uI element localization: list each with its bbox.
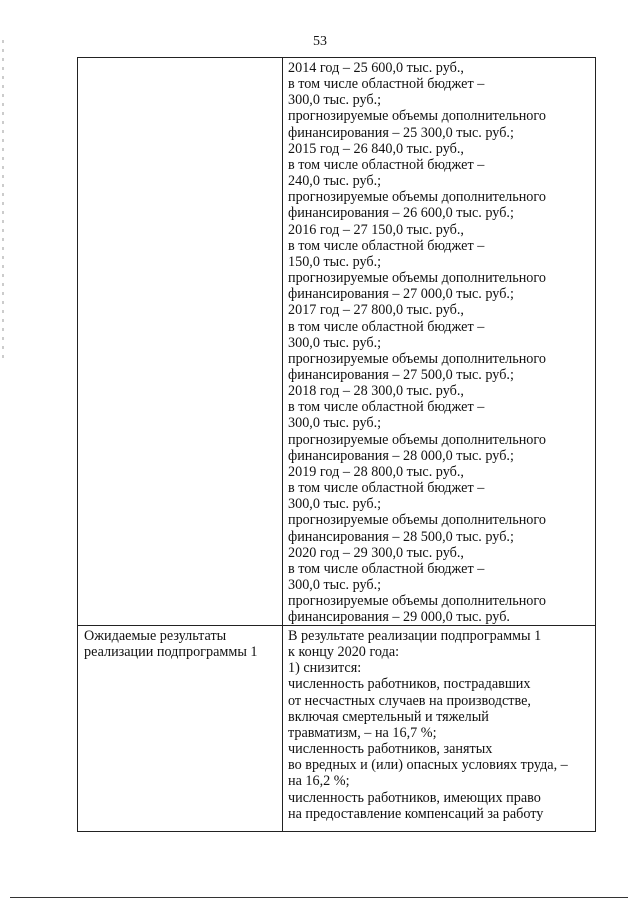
results-line: 1) снизится: (288, 660, 362, 677)
financing-line: в том числе областной бюджет – (288, 399, 485, 416)
financing-line: финансирования – 26 600,0 тыс. руб.; (288, 205, 514, 222)
financing-line: в том числе областной бюджет – (288, 480, 485, 497)
financing-line: в том числе областной бюджет – (288, 76, 485, 93)
results-line: на 16,2 %; (288, 773, 350, 790)
page-number: 53 (313, 34, 327, 49)
results-line: от несчастных случаев на производстве, (288, 692, 531, 709)
financing-line: в том числе областной бюджет – (288, 318, 485, 335)
results-heading-line: реализации подпрограммы 1 (84, 644, 258, 661)
financing-line: финансирования – 27 500,0 тыс. руб.; (288, 366, 514, 383)
financing-line: 300,0 тыс. руб.; (288, 334, 382, 351)
financing-line: 2014 год – 25 600,0 тыс. руб., (288, 60, 464, 76)
financing-line: 2019 год – 28 800,0 тыс. руб., (288, 463, 464, 480)
results-line: В результате реализации подпрограммы 1 (288, 628, 542, 644)
column-divider (282, 58, 283, 831)
financing-line: 2020 год – 29 300,0 тыс. руб., (288, 544, 464, 561)
results-line: включая смертельный и тяжелый (288, 708, 489, 725)
financing-line: прогнозируемые объемы дополнительного (288, 431, 546, 448)
results-line: к концу 2020 года: (288, 644, 400, 661)
footer-rule (10, 897, 628, 898)
financing-line: прогнозируемые объемы дополнительного (288, 108, 546, 125)
financing-line: прогнозируемые объемы дополнительного (288, 512, 546, 529)
results-line: численность работников, имеющих право (288, 789, 541, 806)
financing-line: 2015 год – 26 840,0 тыс. руб., (288, 140, 464, 157)
results-line: во вредных и (или) опасных условиях труда, – (288, 757, 568, 774)
results-line: на предоставление компенсаций за работу (288, 805, 544, 822)
financing-line: 150,0 тыс. руб.; (288, 253, 382, 270)
results-line: численность работников, занятых (288, 741, 493, 758)
financing-line: 2016 год – 27 150,0 тыс. руб., (288, 221, 464, 238)
financing-line: в том числе областной бюджет – (288, 560, 485, 577)
financing-line: финансирования – 27 000,0 тыс. руб.; (288, 286, 514, 303)
financing-line: 240,0 тыс. руб.; (288, 173, 382, 190)
results-line: травматизм, – на 16,7 %; (288, 724, 437, 741)
financing-line: 2017 год – 27 800,0 тыс. руб., (288, 302, 464, 319)
financing-line: финансирования – 28 000,0 тыс. руб.; (288, 447, 514, 464)
scan-margin-marks (2, 40, 4, 360)
financing-line: 300,0 тыс. руб.; (288, 92, 382, 109)
financing-line: финансирования – 25 300,0 тыс. руб.; (288, 124, 514, 141)
financing-line: прогнозируемые объемы дополнительного (288, 350, 546, 367)
financing-line: 2018 год – 28 300,0 тыс. руб., (288, 383, 464, 400)
results-heading-cell (84, 628, 258, 660)
financing-line: 300,0 тыс. руб.; (288, 415, 382, 432)
financing-line: прогнозируемые объемы дополнительного (288, 270, 546, 287)
financing-line: прогнозируемые объемы дополнительного (288, 189, 546, 206)
financing-line: финансирования – 28 500,0 тыс. руб.; (288, 528, 514, 545)
financing-line: финансирования – 29 000,0 тыс. руб. (288, 609, 510, 626)
results-heading-line: Ожидаемые результаты (84, 628, 227, 644)
financing-line: 300,0 тыс. руб.; (288, 577, 382, 593)
financing-line: 300,0 тыс. руб.; (288, 496, 382, 513)
financing-line: в том числе областной бюджет – (288, 237, 485, 254)
results-cell (288, 628, 568, 822)
program-table (77, 57, 596, 832)
results-line: численность работников, пострадавших (288, 676, 531, 693)
financing-cell (288, 60, 546, 625)
financing-line: прогнозируемые объемы дополнительного (288, 593, 546, 610)
financing-line: в том числе областной бюджет – (288, 156, 485, 173)
